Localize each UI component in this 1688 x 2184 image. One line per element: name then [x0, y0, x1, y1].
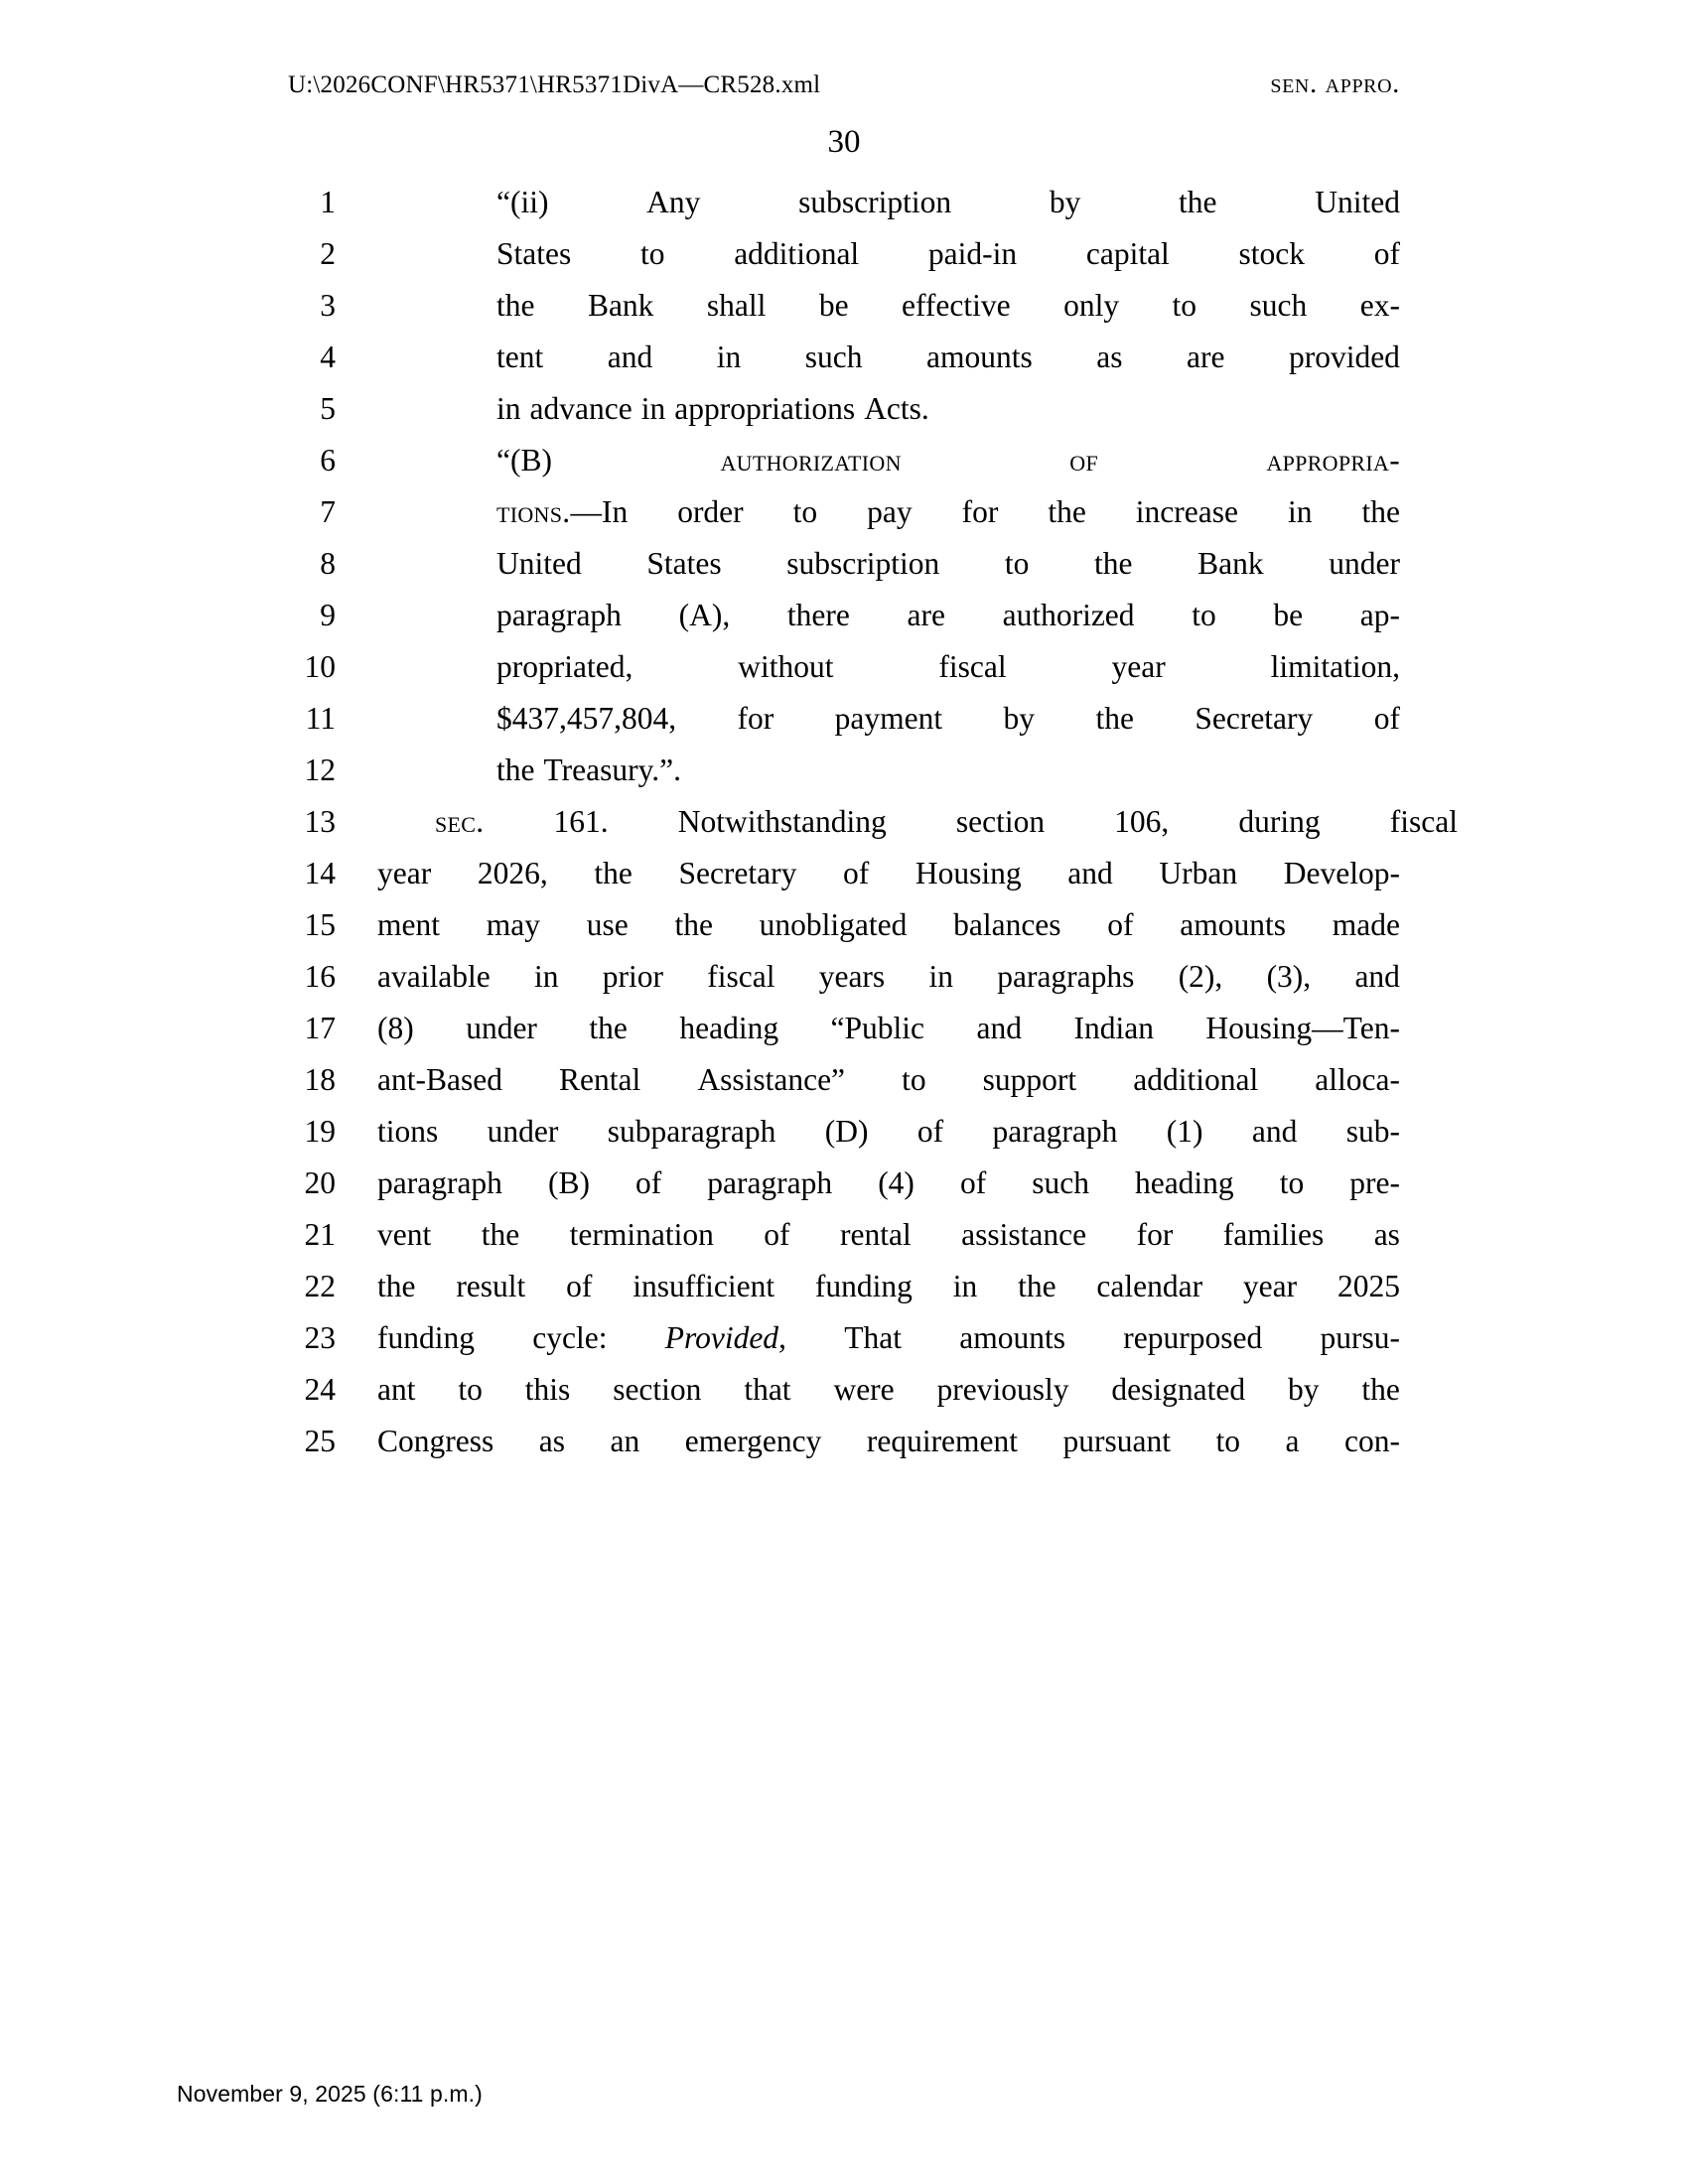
word: of	[566, 1269, 593, 1303]
word: year	[377, 856, 432, 890]
text-line	[288, 1003, 1400, 1054]
line-text	[377, 1106, 1400, 1158]
word: to	[1004, 546, 1030, 581]
text-line	[288, 693, 1400, 745]
line-number: 6	[320, 443, 336, 478]
line-text	[377, 1261, 1400, 1312]
word: ex-	[1359, 288, 1400, 323]
word: such	[804, 340, 863, 374]
word: subparagraph	[607, 1114, 776, 1149]
word: funding	[377, 1320, 475, 1355]
line-number: 23	[304, 1320, 336, 1355]
text-line	[288, 951, 1400, 1003]
word: in	[640, 391, 666, 426]
word: $437,457,804,	[496, 701, 677, 736]
word: to	[639, 236, 665, 271]
word: capital	[1085, 236, 1170, 271]
word: the	[496, 288, 535, 323]
word: Treasury.”.	[543, 752, 682, 787]
word: under	[466, 1011, 537, 1045]
line-number: 16	[304, 959, 336, 994]
word: section	[955, 804, 1046, 839]
word: as	[1096, 340, 1123, 374]
word: are	[907, 598, 945, 632]
line-text	[377, 1416, 1400, 1467]
word: repurposed	[1123, 1320, 1263, 1355]
word: calendar	[1096, 1269, 1203, 1303]
word: the	[1361, 1372, 1400, 1407]
word: ant-Based	[377, 1062, 502, 1097]
word: appropria-	[1266, 443, 1400, 478]
word: paragraph	[377, 1165, 502, 1200]
word: Notwithstanding	[677, 804, 887, 839]
line-number: 13	[304, 804, 336, 839]
word: for	[961, 494, 999, 529]
word: during	[1238, 804, 1321, 839]
word: designated	[1111, 1372, 1246, 1407]
word: tent	[496, 340, 544, 374]
line-number: 17	[304, 1011, 336, 1045]
word: 2026,	[477, 856, 548, 890]
word: for	[737, 701, 774, 736]
line-number: 22	[304, 1269, 336, 1303]
word: amounts	[926, 340, 1033, 374]
word: (1)	[1166, 1114, 1203, 1149]
word: by	[1288, 1372, 1320, 1407]
word: unobligated	[759, 907, 908, 942]
word: and	[607, 340, 653, 374]
text-line	[288, 383, 1400, 435]
text-line	[288, 1312, 1400, 1364]
text-line	[288, 538, 1400, 590]
text-line	[288, 745, 1400, 796]
word: paragraph	[496, 598, 622, 632]
text-line	[288, 899, 1400, 951]
word: pursu-	[1320, 1320, 1400, 1355]
word: in	[1287, 494, 1313, 529]
word: (B)	[547, 1165, 590, 1200]
word: Provided,	[664, 1320, 786, 1355]
word: fiscal	[1389, 804, 1458, 839]
word: “(ii)	[496, 185, 549, 219]
word: Secretary	[678, 856, 797, 890]
word: (3),	[1266, 959, 1312, 994]
word: prior	[602, 959, 663, 994]
word: fiscal	[938, 649, 1007, 684]
word: additional	[1133, 1062, 1259, 1097]
word: result	[456, 1269, 526, 1303]
word: Housing	[914, 856, 1022, 890]
line-text	[496, 435, 1400, 486]
word: in	[533, 959, 559, 994]
header-file-path: U:\2026CONF\HR5371\HR5371DivA—CR528.xml	[288, 71, 821, 98]
text-line	[288, 590, 1400, 641]
word: alloca-	[1315, 1062, 1400, 1097]
word: available	[377, 959, 491, 994]
word: without	[738, 649, 834, 684]
word: of	[634, 1165, 662, 1200]
line-text	[496, 693, 1400, 745]
word: to	[458, 1372, 483, 1407]
word: of	[916, 1114, 944, 1149]
line-number: 25	[304, 1424, 336, 1458]
line-number: 20	[304, 1165, 336, 1200]
word: subscription	[786, 546, 940, 581]
word: heading	[1134, 1165, 1234, 1200]
word: Acts.	[864, 391, 929, 426]
word: effective	[902, 288, 1011, 323]
word: pursuant	[1062, 1424, 1172, 1458]
word: authorization	[720, 443, 902, 478]
line-text	[377, 1312, 1400, 1364]
running-header	[288, 68, 1400, 100]
word: support	[982, 1062, 1077, 1097]
word: That	[844, 1320, 902, 1355]
line-text	[377, 1158, 1400, 1209]
word: requirement	[866, 1424, 1019, 1458]
word: paragraphs	[997, 959, 1135, 994]
word: and	[1354, 959, 1400, 994]
word: the	[377, 1269, 416, 1303]
line-number: 7	[320, 494, 336, 529]
text-line	[288, 1261, 1400, 1312]
word: the	[1179, 185, 1217, 219]
word: only	[1063, 288, 1120, 323]
word: Indian	[1073, 1011, 1154, 1045]
word: Bank	[587, 288, 654, 323]
word: in	[496, 391, 521, 426]
line-number: 8	[320, 546, 336, 581]
word: of	[1373, 701, 1400, 736]
word: appropriations	[674, 391, 856, 426]
word: paid-in	[927, 236, 1018, 271]
word: amounts	[959, 1320, 1065, 1355]
word: may	[486, 907, 540, 942]
line-number: 1	[320, 185, 336, 219]
word: such	[1032, 1165, 1089, 1200]
word: to	[1215, 1424, 1241, 1458]
word: the	[1361, 494, 1400, 529]
line-text	[496, 177, 1400, 228]
word: under	[1329, 546, 1400, 581]
word: previously	[936, 1372, 1069, 1407]
text-line	[288, 332, 1400, 383]
word: paragraph	[992, 1114, 1118, 1149]
word: balances	[953, 907, 1061, 942]
word: and	[1067, 856, 1113, 890]
word: as	[1373, 1217, 1400, 1252]
line-number: 4	[320, 340, 336, 374]
word: and	[976, 1011, 1022, 1045]
line-text	[377, 1209, 1400, 1261]
text-line	[288, 435, 1400, 486]
word: con-	[1344, 1424, 1400, 1458]
word: stock	[1238, 236, 1306, 271]
word: the	[1094, 546, 1133, 581]
word: advance	[529, 391, 633, 426]
word: families	[1222, 1217, 1325, 1252]
word: pay	[867, 494, 913, 529]
word: assistance	[961, 1217, 1087, 1252]
word: (A),	[678, 598, 731, 632]
word: in	[716, 340, 742, 374]
text-line	[288, 641, 1400, 693]
word: the	[481, 1217, 520, 1252]
word: be	[818, 288, 849, 323]
word: Assistance”	[697, 1062, 846, 1097]
word: tions	[377, 1114, 439, 1149]
word: to	[902, 1062, 926, 1097]
line-text	[496, 641, 1400, 693]
page-number: 30	[827, 124, 861, 160]
word: payment	[834, 701, 943, 736]
word: ap-	[1359, 598, 1400, 632]
line-text	[377, 1003, 1400, 1054]
word: made	[1332, 907, 1400, 942]
line-number: 19	[304, 1114, 336, 1149]
word: insufficient	[633, 1269, 775, 1303]
word: shall	[706, 288, 767, 323]
line-text	[496, 538, 1400, 590]
word: heading	[679, 1011, 779, 1045]
word: 2025	[1336, 1269, 1400, 1303]
word: United	[1315, 185, 1400, 219]
word: the	[594, 856, 633, 890]
word: year	[1111, 649, 1166, 684]
word: of	[1069, 443, 1098, 478]
word: the	[496, 752, 535, 787]
text-line	[288, 1106, 1400, 1158]
word: rental	[840, 1217, 912, 1252]
line-text	[377, 951, 1400, 1003]
word: Rental	[559, 1062, 641, 1097]
line-number: 10	[304, 649, 336, 684]
line-text	[496, 228, 1400, 280]
word: are	[1187, 340, 1225, 374]
word: use	[586, 907, 629, 942]
line-number: 18	[304, 1062, 336, 1097]
word: a	[1285, 1424, 1300, 1458]
word: States	[496, 236, 572, 271]
line-number: 12	[304, 752, 336, 787]
word: Bank	[1197, 546, 1264, 581]
text-line	[288, 848, 1400, 899]
word: the	[589, 1011, 628, 1045]
word: pre-	[1349, 1165, 1400, 1200]
word: Develop-	[1283, 856, 1400, 890]
word: emergency	[684, 1424, 822, 1458]
text-line	[288, 228, 1400, 280]
line-text	[496, 383, 1400, 435]
word: Congress	[377, 1424, 494, 1458]
word: provided	[1288, 340, 1400, 374]
line-number: 2	[320, 236, 336, 271]
word: Secretary	[1195, 701, 1314, 736]
word: of	[1107, 907, 1134, 942]
line-text	[496, 486, 1400, 538]
word: tions.—In	[496, 494, 629, 529]
word: to	[1192, 598, 1216, 632]
word: by	[1049, 185, 1081, 219]
word: in	[952, 1269, 978, 1303]
line-text	[377, 1364, 1400, 1416]
word: of	[959, 1165, 987, 1200]
line-number: 5	[320, 391, 336, 426]
word: that	[744, 1372, 791, 1407]
text-line	[288, 1054, 1400, 1106]
text-line	[288, 486, 1400, 538]
word: amounts	[1180, 907, 1287, 942]
word: vent	[377, 1217, 432, 1252]
word: Urban	[1159, 856, 1238, 890]
line-text	[377, 1054, 1400, 1106]
word: sub-	[1345, 1114, 1400, 1149]
word: “(B)	[496, 443, 552, 478]
line-text	[496, 280, 1400, 332]
word: cycle:	[532, 1320, 608, 1355]
word: termination	[569, 1217, 714, 1252]
bill-text-body	[288, 177, 1458, 1467]
word: to	[1279, 1165, 1305, 1200]
word: the	[674, 907, 713, 942]
header-chamber-stamp: sen. appro.	[1270, 68, 1400, 99]
word: States	[646, 546, 722, 581]
line-text	[377, 899, 1400, 951]
word: an	[610, 1424, 640, 1458]
line-number: 9	[320, 598, 336, 632]
word: 106,	[1114, 804, 1170, 839]
text-line	[288, 1416, 1400, 1467]
word: ant	[377, 1372, 416, 1407]
word: to	[792, 494, 818, 529]
word: to	[1172, 288, 1197, 323]
word: in	[928, 959, 953, 994]
word: as	[538, 1424, 565, 1458]
word: there	[786, 598, 850, 632]
footer-timestamp: November 9, 2025 (6:11 p.m.)	[177, 2081, 483, 2107]
word: subscription	[798, 185, 952, 219]
word: section	[613, 1372, 702, 1407]
text-line	[288, 177, 1400, 228]
word: Any	[646, 185, 701, 219]
word: ment	[377, 907, 440, 942]
line-text	[377, 796, 1458, 848]
word: of	[843, 856, 870, 890]
word: propriated,	[496, 649, 633, 684]
word: be	[1273, 598, 1304, 632]
text-line	[288, 280, 1400, 332]
word: “Public	[830, 1011, 925, 1045]
line-text	[496, 745, 1400, 796]
line-number: 11	[305, 701, 336, 736]
line-text	[377, 848, 1400, 899]
line-text	[496, 332, 1400, 383]
word: the	[1018, 1269, 1056, 1303]
word: years	[818, 959, 886, 994]
word: this	[524, 1372, 571, 1407]
line-number: 24	[304, 1372, 336, 1407]
word: under	[487, 1114, 559, 1149]
word: sec.	[435, 804, 485, 839]
word: limitation,	[1270, 649, 1400, 684]
word: by	[1003, 701, 1036, 736]
word: the	[1095, 701, 1134, 736]
word: year	[1242, 1269, 1298, 1303]
word: paragraph	[707, 1165, 833, 1200]
word: 161.	[553, 804, 609, 839]
word: of	[1373, 236, 1400, 271]
word: (4)	[878, 1165, 914, 1200]
word: were	[833, 1372, 895, 1407]
word: (2),	[1178, 959, 1223, 994]
text-line	[288, 796, 1458, 848]
word: order	[677, 494, 744, 529]
text-line	[288, 1158, 1400, 1209]
word: funding	[814, 1269, 913, 1303]
word: such	[1249, 288, 1308, 323]
word: additional	[734, 236, 860, 271]
word: authorized	[1002, 598, 1135, 632]
line-number: 21	[304, 1217, 336, 1252]
line-number: 14	[304, 856, 336, 890]
word: fiscal	[707, 959, 775, 994]
line-number: 3	[320, 288, 336, 323]
word: for	[1136, 1217, 1174, 1252]
text-line	[288, 1209, 1400, 1261]
word: (8)	[377, 1011, 414, 1045]
text-line	[288, 1364, 1400, 1416]
word: and	[1251, 1114, 1298, 1149]
word: United	[496, 546, 582, 581]
word: (D)	[824, 1114, 869, 1149]
word: Housing—Ten-	[1205, 1011, 1400, 1045]
line-number: 15	[304, 907, 336, 942]
word: of	[764, 1217, 790, 1252]
word: the	[1048, 494, 1086, 529]
word: increase	[1135, 494, 1238, 529]
line-text	[496, 590, 1400, 641]
